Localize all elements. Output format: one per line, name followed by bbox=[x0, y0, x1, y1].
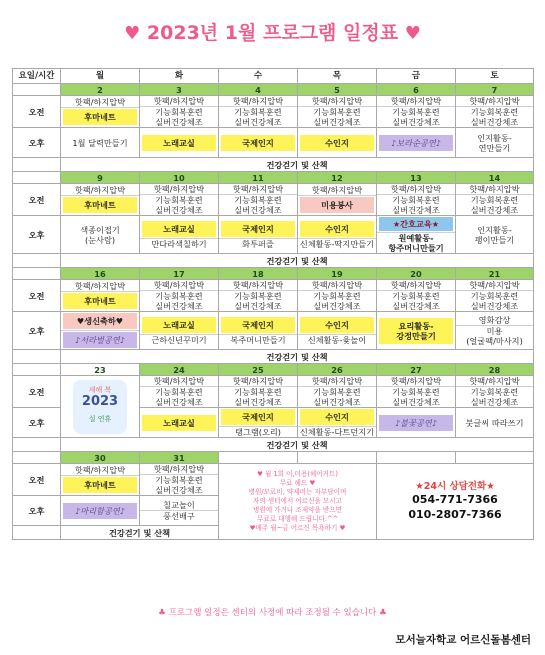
pm-cell bbox=[140, 312, 219, 350]
pm-cell bbox=[219, 312, 298, 350]
date-row bbox=[13, 84, 534, 96]
date-cell: 12 bbox=[298, 172, 377, 184]
program-text: 기능회복훈련 실버건강체조 bbox=[155, 195, 203, 215]
am-top-text: 핫팩/하지압박 bbox=[390, 280, 442, 290]
am-cell bbox=[456, 376, 534, 408]
am-top-text: 핫팩/하지압박 bbox=[153, 376, 205, 386]
am-top-text: 핫팩/하지압박 bbox=[390, 184, 442, 194]
divider bbox=[61, 330, 139, 331]
program-text: 인지활동- 연만들기 bbox=[477, 132, 512, 153]
program-text: 기능회복훈련 실버건강체조 bbox=[470, 387, 519, 407]
program-highlight: ♪불꽃공연♪ bbox=[379, 415, 453, 431]
badge-top-text: 새해 복 bbox=[88, 385, 112, 394]
pm-label: 오후 bbox=[13, 312, 61, 350]
pm-label: 오후 bbox=[13, 496, 61, 526]
walk-row bbox=[13, 438, 534, 452]
corner-header: 요일/시간 bbox=[13, 69, 61, 84]
pm-cell bbox=[140, 128, 219, 158]
am-row bbox=[13, 280, 534, 312]
am-cell bbox=[377, 184, 456, 216]
date-cell: 6 bbox=[377, 84, 456, 96]
program-text: 기능회복훈련 실버건강체조 bbox=[470, 107, 519, 127]
am-top-text: 핫팩/하지압박 bbox=[153, 464, 205, 474]
date-row-spacer bbox=[13, 172, 61, 184]
day-header: 월 bbox=[61, 69, 140, 84]
program-text: 기능회복훈련 실버건강체조 bbox=[470, 195, 519, 215]
program-highlight: 후마네트 bbox=[63, 293, 137, 309]
date-cell: 31 bbox=[140, 452, 219, 464]
notice-cell bbox=[219, 464, 377, 540]
date-cell: 16 bbox=[61, 268, 140, 280]
day-header: 토 bbox=[456, 69, 534, 84]
am-top-text: 핫팩/하지압박 bbox=[469, 184, 520, 194]
program-text: 기능회복훈련 실버건강체조 bbox=[155, 475, 203, 495]
am-cell bbox=[219, 280, 298, 312]
am-top-text: 핫팩/하지압박 bbox=[74, 97, 126, 107]
date-cell: 13 bbox=[377, 172, 456, 184]
am-cell bbox=[456, 184, 534, 216]
program-highlight: 후마네트 bbox=[63, 197, 137, 213]
walk-cell: 건강걷기 및 산책 bbox=[61, 350, 534, 364]
program-text: 칠교놀이 bbox=[163, 500, 195, 510]
am-cell bbox=[456, 96, 534, 128]
date-cell: 27 bbox=[377, 364, 456, 376]
am-cell bbox=[61, 96, 140, 128]
program-text: 신체활동-딱지만들기 bbox=[299, 239, 375, 249]
program-text: 기능회복훈련 실버건강체조 bbox=[313, 107, 361, 127]
pm-cell bbox=[377, 312, 456, 350]
pm-cell bbox=[456, 128, 534, 158]
am-row bbox=[13, 184, 534, 216]
date-cell: 10 bbox=[140, 172, 219, 184]
day-header: 화 bbox=[140, 69, 219, 84]
am-top-text: 핫팩/하지압박 bbox=[232, 96, 284, 106]
date-row bbox=[13, 268, 534, 280]
program-highlight: 미용봉사 bbox=[300, 197, 374, 213]
am-top-text: 핫팩/하지압박 bbox=[74, 281, 126, 291]
program-text: 1월 달력만들기 bbox=[72, 137, 128, 148]
date-cell: 14 bbox=[456, 172, 534, 184]
notice-line: 자의 센터에서 어르신을 모시고 bbox=[252, 497, 343, 505]
pm-cell bbox=[219, 216, 298, 254]
header-row bbox=[13, 69, 534, 84]
date-cell: 21 bbox=[456, 268, 534, 280]
program-text: 만다라색칠하기 bbox=[151, 239, 207, 249]
divider bbox=[61, 291, 139, 292]
program-highlight: 국제인지 bbox=[221, 135, 295, 151]
program-text: 영화감상 bbox=[478, 315, 511, 325]
heart-icon: ♥ bbox=[124, 23, 141, 44]
schedule-table bbox=[12, 68, 534, 540]
program-highlight: ♪보라순공연♪ bbox=[379, 135, 453, 151]
am-top-text: 핫팩/하지압박 bbox=[311, 280, 363, 290]
program-text: 기능회복훈련 실버건강체조 bbox=[155, 107, 203, 127]
program-highlight: 수인지 bbox=[300, 135, 374, 151]
phone-number[interactable]: 054-771-7366 bbox=[412, 492, 498, 506]
pm-cell bbox=[456, 312, 534, 350]
pm-label: 오후 bbox=[13, 216, 61, 254]
date-cell: 23 bbox=[61, 364, 140, 376]
am-cell bbox=[219, 96, 298, 128]
am-top-text: 핫팩/하지압박 bbox=[311, 185, 363, 195]
program-text: 기능회복훈련 실버건강체조 bbox=[234, 387, 282, 407]
holiday-badge-cell bbox=[61, 376, 140, 438]
am-top-text: 핫팩/하지압박 bbox=[153, 96, 205, 106]
divider bbox=[298, 195, 376, 196]
pm-cell bbox=[377, 216, 456, 254]
program-text: 붓글씨 따라쓰기 bbox=[465, 417, 524, 428]
am-top-text: 핫팩/하지압박 bbox=[311, 376, 363, 386]
date-cell: 17 bbox=[140, 268, 219, 280]
program-text: 기능회복훈련 실버건강체조 bbox=[392, 107, 440, 127]
pm-cell bbox=[140, 408, 219, 438]
am-cell bbox=[298, 184, 377, 216]
program-highlight: 수인지 bbox=[300, 317, 374, 333]
pm-label: 오후 bbox=[13, 408, 61, 438]
date-cell: 30 bbox=[61, 452, 140, 464]
am-row bbox=[13, 376, 534, 408]
program-highlight: 요리활동- 강정만들기 bbox=[379, 318, 453, 344]
am-label: 오전 bbox=[13, 184, 61, 216]
program-highlight: 국제인지 bbox=[221, 317, 295, 333]
program-text: 기능회복훈련 실버건강체조 bbox=[155, 387, 203, 407]
notice-line: 무료 해드 ♥ bbox=[279, 479, 316, 487]
program-text: 기능회복훈련 실버건강체조 bbox=[234, 291, 282, 311]
program-highlight: 국제인지 bbox=[221, 221, 295, 237]
pm-cell bbox=[61, 128, 140, 158]
date-cell bbox=[298, 452, 377, 464]
day-header: 금 bbox=[377, 69, 456, 84]
date-cell: 4 bbox=[219, 84, 298, 96]
am-top-text: 핫팩/하지압박 bbox=[153, 280, 205, 290]
program-highlight: 국제인지 bbox=[221, 409, 295, 425]
organization-name: 모서늘자학교 어르신돌봄센터 bbox=[395, 634, 531, 646]
divider bbox=[61, 107, 139, 108]
date-row-spacer bbox=[13, 84, 61, 96]
am-label: 오전 bbox=[13, 280, 61, 312]
am-cell bbox=[61, 280, 140, 312]
program-text: 기능회복훈련 실버건강체조 bbox=[392, 387, 440, 407]
date-cell bbox=[456, 452, 534, 464]
am-row bbox=[13, 96, 534, 128]
program-highlight: ★간호교육★ bbox=[379, 217, 453, 231]
am-cell bbox=[140, 96, 219, 128]
pm-cell bbox=[456, 216, 534, 254]
date-cell: 26 bbox=[298, 364, 377, 376]
program-text: 화투퍼즐 bbox=[242, 239, 274, 249]
program-text: 인지활동- 팽이만들기 bbox=[474, 224, 515, 245]
program-text: 색종이접기 (눈사람) bbox=[80, 224, 120, 245]
program-highlight: 노래교실 bbox=[142, 221, 216, 237]
am-top-text: 핫팩/하지압박 bbox=[390, 376, 442, 386]
divider bbox=[61, 195, 139, 196]
am-cell bbox=[61, 184, 140, 216]
date-row-spacer bbox=[13, 452, 61, 464]
am-top-text: 핫팩/하지압박 bbox=[469, 280, 520, 290]
walk-spacer bbox=[13, 158, 61, 172]
am-top-text: 핫팩/하지압박 bbox=[153, 184, 205, 194]
date-cell: 2 bbox=[61, 84, 140, 96]
pm-cell bbox=[219, 128, 298, 158]
am-cell bbox=[298, 96, 377, 128]
program-text: 기능회복훈련 실버건강체조 bbox=[313, 387, 361, 407]
date-row-spacer bbox=[13, 364, 61, 376]
date-cell: 9 bbox=[61, 172, 140, 184]
program-highlight: 후마네트 bbox=[63, 109, 137, 125]
notice-line: ♥ 월 1회 이,미용(헤어커트) bbox=[257, 470, 338, 478]
pm-row bbox=[13, 128, 534, 158]
program-highlight: ♥생신축하♥ bbox=[63, 313, 137, 329]
date-cell bbox=[219, 452, 298, 464]
pm-cell bbox=[298, 312, 377, 350]
program-text: 복주머니만들기 bbox=[230, 335, 286, 345]
walk-spacer bbox=[13, 438, 61, 452]
am-cell bbox=[140, 280, 219, 312]
badge-bottom-text: 설 연휴 bbox=[88, 414, 112, 423]
program-highlight: 수인지 bbox=[300, 221, 374, 237]
program-text: 근하신년꾸미기 bbox=[151, 335, 207, 345]
date-cell: 18 bbox=[219, 268, 298, 280]
am-cell bbox=[377, 376, 456, 408]
program-text: 기능회복훈련 실버건강체조 bbox=[313, 291, 361, 311]
pm-cell bbox=[377, 408, 456, 438]
hotline-label: ★24시 상담전화★ bbox=[415, 480, 495, 492]
heart-icon: ♥ bbox=[404, 23, 421, 44]
program-highlight: ♪마리함공연♪ bbox=[63, 503, 137, 519]
notice-line: 무료로 대행해 드립니다.^^ bbox=[256, 515, 339, 523]
notice-line: ♥매주 월~금 어르신 목욕하기 ♥ bbox=[249, 524, 346, 532]
am-cell bbox=[298, 280, 377, 312]
pm-label: 오후 bbox=[13, 128, 61, 158]
new-year-badge bbox=[73, 380, 127, 434]
am-cell bbox=[140, 464, 219, 496]
am-cell bbox=[456, 280, 534, 312]
walk-cell: 건강걷기 및 산책 bbox=[61, 254, 534, 268]
am-cell bbox=[377, 280, 456, 312]
am-label: 오전 bbox=[13, 96, 61, 128]
am-label: 오전 bbox=[13, 376, 61, 408]
walk-spacer bbox=[13, 350, 61, 364]
walk-row bbox=[13, 158, 534, 172]
program-text: 풍선배구 bbox=[163, 511, 195, 521]
pm-cell bbox=[456, 408, 534, 438]
program-highlight: 수인지 bbox=[300, 409, 374, 425]
am-cell bbox=[61, 464, 140, 496]
phone-number[interactable]: 010-2807-7366 bbox=[408, 507, 502, 521]
pm-row bbox=[13, 312, 534, 350]
am-label: 오전 bbox=[13, 464, 61, 496]
am-top-text: 핫팩/하지압박 bbox=[74, 465, 126, 475]
notice-line: 병원에 가거나 조제약을 받으면 bbox=[252, 506, 343, 514]
am-top-text: 핫팩/하지압박 bbox=[390, 96, 442, 106]
am-top-text: 핫팩/하지압박 bbox=[311, 96, 363, 106]
program-text: 미용 (얼굴팩/마사지) bbox=[466, 326, 523, 346]
title-text: 2023년 1월 프로그램 일정표 bbox=[146, 22, 399, 44]
walk-cell: 건강걷기 및 산책 bbox=[61, 438, 534, 452]
date-cell: 7 bbox=[456, 84, 534, 96]
am-top-text: 핫팩/하지압박 bbox=[74, 185, 126, 195]
program-text: 원예활동- 항주머니만들기 bbox=[388, 233, 444, 253]
notice-line: 병원/모료비, 약제비는 자부담이며 bbox=[248, 488, 347, 496]
date-cell: 11 bbox=[219, 172, 298, 184]
pm-cell bbox=[298, 216, 377, 254]
am-top-text: 핫팩/하지압박 bbox=[469, 96, 520, 106]
am-cell bbox=[219, 184, 298, 216]
program-text: 신체활동-다트던지기 bbox=[299, 427, 375, 437]
program-highlight: 노래교실 bbox=[142, 415, 216, 431]
am-top-text: 핫팩/하지압박 bbox=[232, 376, 284, 386]
footer-note: ♣ 프로그램 일정은 센터의 사정에 따라 조정될 수 있습니다 ♣ bbox=[158, 608, 387, 618]
pm-cell bbox=[61, 216, 140, 254]
walk-spacer bbox=[13, 254, 61, 268]
date-row bbox=[13, 364, 534, 376]
pm-cell bbox=[377, 128, 456, 158]
pm-cell bbox=[140, 496, 219, 526]
am-cell bbox=[377, 96, 456, 128]
hotline-cell bbox=[377, 464, 534, 540]
am-top-text: 핫팩/하지압박 bbox=[232, 280, 284, 290]
program-highlight: 노래교실 bbox=[142, 135, 216, 151]
date-row bbox=[13, 452, 534, 464]
pm-cell bbox=[61, 312, 140, 350]
pm-cell bbox=[61, 496, 140, 526]
program-highlight: ♪서라벌공연♪ bbox=[63, 332, 137, 348]
date-row-spacer bbox=[13, 268, 61, 280]
date-cell: 20 bbox=[377, 268, 456, 280]
program-text: 탱그램(오리) bbox=[235, 427, 281, 437]
day-header: 수 bbox=[219, 69, 298, 84]
program-text: 기능회복훈련 실버건강체조 bbox=[155, 291, 203, 311]
day-header: 목 bbox=[298, 69, 377, 84]
date-cell: 28 bbox=[456, 364, 534, 376]
walk-row bbox=[13, 350, 534, 364]
am-cell bbox=[298, 376, 377, 408]
program-text: 기능회복훈련 실버건강체조 bbox=[234, 107, 282, 127]
date-cell: 25 bbox=[219, 364, 298, 376]
pm-cell bbox=[140, 216, 219, 254]
program-highlight: 후마네트 bbox=[63, 477, 137, 493]
am-top-text: 핫팩/하지압박 bbox=[232, 184, 284, 194]
pm-cell bbox=[298, 408, 377, 438]
page-title bbox=[0, 18, 545, 45]
program-text: 기능회복훈련 실버건강체조 bbox=[392, 195, 440, 215]
am-cell bbox=[140, 376, 219, 408]
badge-year: 2023 bbox=[81, 393, 119, 409]
walk-spacer bbox=[13, 526, 61, 540]
divider bbox=[61, 475, 139, 476]
program-highlight: 노래교실 bbox=[142, 317, 216, 333]
am-cell bbox=[219, 376, 298, 408]
date-cell: 24 bbox=[140, 364, 219, 376]
program-text: 기능회복훈련 실버건강체조 bbox=[470, 291, 519, 311]
walk-cell: 건강걷기 및 산책 bbox=[61, 158, 534, 172]
date-cell: 3 bbox=[140, 84, 219, 96]
date-cell: 19 bbox=[298, 268, 377, 280]
date-row bbox=[13, 172, 534, 184]
program-text: 기능회복훈련 실버건강체조 bbox=[234, 195, 282, 215]
date-cell: 5 bbox=[298, 84, 377, 96]
pm-cell bbox=[298, 128, 377, 158]
program-text: 기능회복훈련 실버건강체조 bbox=[392, 291, 440, 311]
walk-row bbox=[13, 254, 534, 268]
walk-cell: 건강걷기 및 산책 bbox=[61, 526, 219, 540]
am-row bbox=[13, 464, 534, 496]
program-text: 신체활동-윷놀이 bbox=[307, 335, 367, 345]
pm-cell bbox=[219, 408, 298, 438]
am-cell bbox=[140, 184, 219, 216]
date-cell bbox=[377, 452, 456, 464]
pm-row bbox=[13, 216, 534, 254]
am-top-text: 핫팩/하지압박 bbox=[469, 376, 520, 386]
